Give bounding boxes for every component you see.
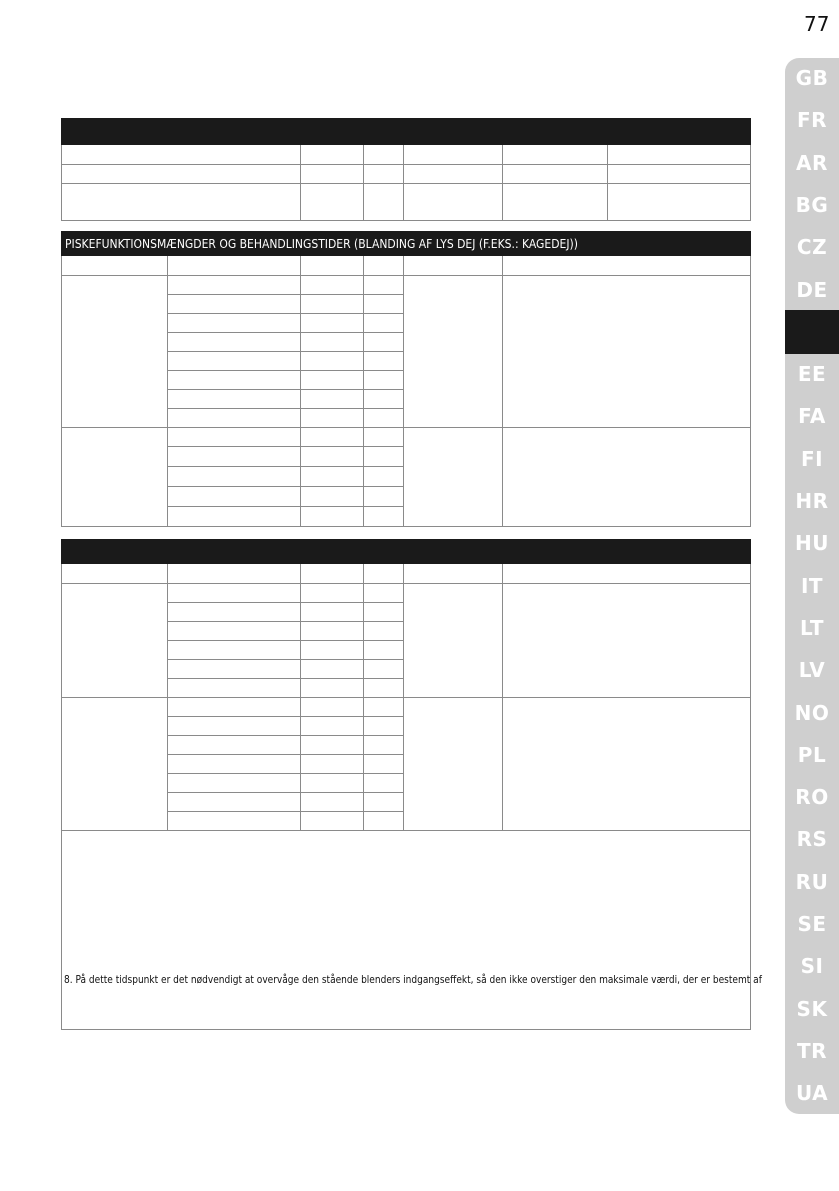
language-tab-lt[interactable]: LT — [799, 615, 825, 640]
language-tab-cz[interactable]: CZ — [796, 235, 828, 260]
language-tab-ee[interactable]: EE — [797, 362, 827, 387]
language-tab-it[interactable]: IT — [800, 573, 824, 598]
language-tab-tr[interactable]: TR — [796, 1038, 828, 1063]
language-tab-si[interactable]: SI — [800, 954, 824, 979]
table1-header — [62, 119, 751, 145]
notes-box — [61, 830, 751, 1030]
language-sidebar — [785, 58, 839, 1114]
language-tab-gb[interactable]: GB — [795, 66, 829, 90]
language-tab-ro[interactable]: RO — [795, 785, 829, 810]
page-number: 77 — [804, 12, 830, 36]
language-tab-lv[interactable]: LV — [798, 658, 826, 683]
language-tab-se[interactable]: SE — [797, 912, 827, 936]
language-tab-rs[interactable]: RS — [796, 827, 828, 852]
language-tab-fi[interactable]: FI — [800, 446, 824, 471]
table3-header — [62, 540, 751, 564]
settings-table-1 — [61, 118, 751, 221]
language-tab-bg[interactable]: BG — [795, 192, 829, 217]
language-tab-ru[interactable]: RU — [795, 869, 829, 894]
language-tab-hr[interactable]: HR — [795, 489, 829, 513]
active-language-tab[interactable] — [785, 310, 839, 354]
whisk-table-title: PISKEFUNKTIONSMÆNGDER OG BEHANDLINGSTIDER (BLANDING AF LYS DEJ (F.EKS.: KAGEDEJ)) — [62, 232, 751, 256]
language-tab-fr[interactable]: FR — [796, 108, 828, 133]
settings-table-3 — [61, 539, 751, 831]
footnote-8: 8. På dette tidspunkt er det nødvendigt at overvåge den stående blenders indgangseffekt, så den ikke overstiger den maksimale værdi, der er bestemt af — [64, 974, 762, 986]
language-tab-fa[interactable]: FA — [798, 404, 826, 429]
language-tab-de[interactable]: DE — [796, 277, 828, 302]
language-tab-pl[interactable]: PL — [797, 742, 827, 767]
language-tab-ar[interactable]: AR — [796, 150, 828, 175]
language-tab-sk[interactable]: SK — [796, 996, 828, 1021]
whisk-table — [61, 231, 751, 527]
language-tab-hu[interactable]: HU — [795, 531, 829, 556]
language-tab-no[interactable]: NO — [794, 700, 830, 725]
language-tab-ua[interactable]: UA — [795, 1081, 829, 1106]
